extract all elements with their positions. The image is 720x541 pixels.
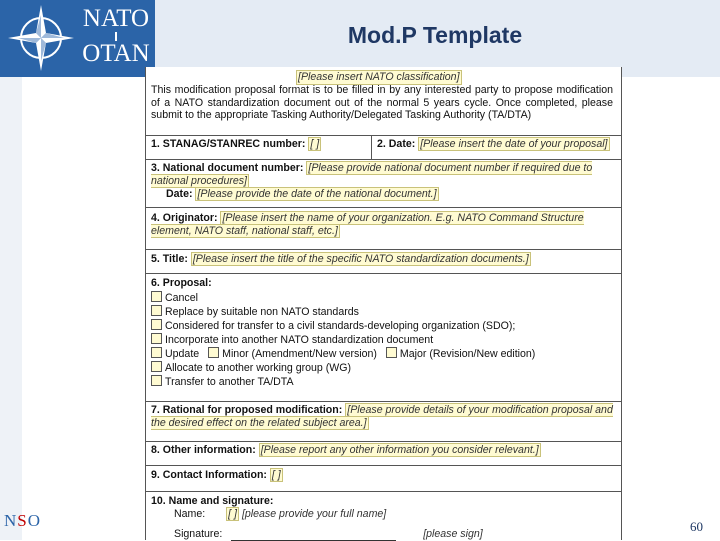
rationale-field[interactable]: [Please provide details of your modification proposal and the desired effect on the related subject area.]: [151, 404, 613, 429]
row-name-signature: [146, 491, 621, 541]
logo-text-otan: OTAN: [82, 40, 150, 67]
checkbox[interactable]: [151, 319, 162, 330]
name-field[interactable]: [ ]: [228, 508, 237, 520]
signature-hint: [please sign]: [423, 528, 483, 540]
checkbox[interactable]: [151, 305, 162, 316]
option-label: Considered for transfer to a civil standards-developing organization (SDO);: [165, 320, 516, 332]
row-rationale: [146, 401, 621, 442]
nso-letter-s: S: [17, 511, 28, 530]
checkbox[interactable]: [151, 333, 162, 344]
date-cell: [377, 138, 610, 151]
national-date-field[interactable]: [Please provide the date of the national document.]: [197, 188, 437, 200]
originator-label: 4. Originator:: [151, 212, 218, 224]
rationale-cell: [151, 404, 613, 429]
row1-divider: [371, 136, 372, 160]
name-cell: [174, 508, 386, 521]
checkbox[interactable]: [151, 347, 162, 358]
contact-field[interactable]: [ ]: [271, 469, 281, 481]
title-label: 5. Title:: [151, 253, 188, 265]
proposal-option-cancel[interactable]: [151, 291, 198, 305]
name-signature-label: 10. Name and signature:: [151, 495, 274, 507]
national-doc-field[interactable]: [Please provide national document number if required due to national procedures]: [151, 162, 593, 187]
title-field[interactable]: [Please insert the title of the specific NATO standardization documents.]: [192, 253, 529, 265]
option-label: Cancel: [165, 292, 198, 304]
proposal-option-incorporate[interactable]: [151, 333, 433, 347]
option-label: Replace by suitable non NATO standards: [165, 306, 359, 318]
proposal-option-update[interactable]: [151, 347, 535, 361]
nato-logo: [0, 0, 155, 77]
other-info-field[interactable]: [Please report any other information you consider relevant.]: [260, 444, 539, 456]
proposal-option-replace[interactable]: [151, 305, 359, 319]
name-hint: [please provide your full name]: [241, 508, 387, 520]
proposal-option-transfer[interactable]: [151, 375, 294, 389]
national-doc-label: 3. National document number:: [151, 162, 304, 174]
option-label: Incorporate into another NATO standardization document: [165, 334, 434, 346]
left-margin-band: [0, 77, 22, 540]
page-number: 60: [690, 519, 703, 534]
contact-cell: [151, 469, 613, 482]
stanag-label: 1. STANAG/STANREC number:: [151, 138, 306, 150]
logo-text-nato: NATO: [82, 5, 150, 32]
checkbox[interactable]: [151, 291, 162, 302]
rationale-label: 7. Rational for proposed modification:: [151, 404, 343, 416]
update-label: Update: [165, 348, 200, 360]
stanag-number-field[interactable]: [ ]: [310, 138, 320, 150]
row-national-document: [146, 159, 621, 208]
originator-cell: [151, 212, 613, 237]
option-label: Transfer to another TA/DTA: [165, 376, 294, 388]
option-label: Allocate to another working group (WG): [165, 362, 352, 374]
date-field[interactable]: [Please insert the date of your proposal]: [420, 138, 608, 150]
signature-cell: [174, 528, 483, 541]
title-cell: [151, 253, 613, 266]
row-proposal: [146, 273, 621, 402]
originator-field[interactable]: [Please insert the name of your organization. E.g. NATO Command Structure element, NATO staff, national staff, etc.]: [151, 212, 584, 237]
row-stanag-date: [146, 135, 621, 160]
signature-line[interactable]: [231, 531, 396, 541]
nso-letter-o: O: [27, 511, 42, 530]
page-title: Mod.P Template: [347, 22, 523, 48]
checkbox[interactable]: [151, 361, 162, 372]
stanag-cell: [151, 138, 321, 151]
major-checkbox[interactable]: [386, 347, 397, 358]
minor-checkbox[interactable]: [208, 347, 219, 358]
contact-label: 9. Contact Information:: [151, 469, 267, 481]
other-info-cell: [151, 444, 613, 457]
nso-letter-n: N: [4, 511, 18, 530]
proposal-label: 6. Proposal:: [151, 277, 212, 289]
row-title: [146, 249, 621, 274]
compass-star-icon: [6, 3, 76, 73]
date-label: 2. Date:: [377, 138, 416, 150]
national-date-label: Date:: [166, 188, 193, 200]
nso-logo: [4, 511, 41, 531]
checkbox[interactable]: [151, 375, 162, 386]
form-intro-text: This modification proposal format is to be filled in by any interested party to propose modification of a NATO standardization document out of the normal 5 years cycle. Once completed, please submit to the appropriate Tasking Authority/Delegated Tasking Authority (TA/DTA): [151, 84, 613, 121]
signature-label: Signature:: [174, 528, 223, 540]
classification-field[interactable]: [Please insert NATO classification]: [298, 71, 460, 83]
major-label: Major (Revision/New edition): [399, 348, 536, 360]
row-contact: [146, 465, 621, 492]
row-originator: [146, 207, 621, 250]
proposal-option-allocate[interactable]: [151, 361, 351, 375]
proposal-option-sdo[interactable]: [151, 319, 515, 333]
other-info-label: 8. Other information:: [151, 444, 256, 456]
name-label: Name:: [174, 508, 206, 520]
national-doc-cell: [151, 162, 613, 187]
row-other-info: [146, 441, 621, 466]
minor-label: Minor (Amendment/New version): [222, 348, 377, 360]
national-date-cell: [166, 188, 439, 201]
modification-proposal-form: [145, 67, 622, 540]
